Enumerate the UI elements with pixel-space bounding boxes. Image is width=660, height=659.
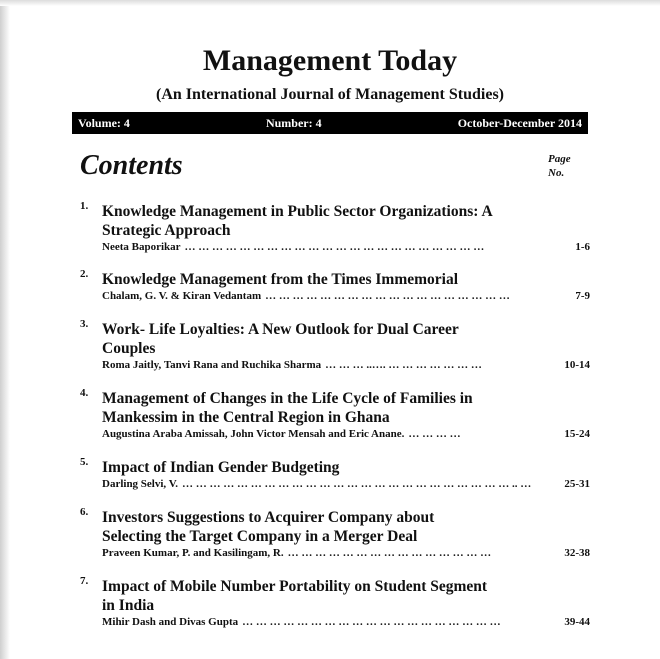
entry-title (102, 270, 590, 289)
entry-number: 2. (80, 268, 89, 280)
entry-authors: Praveen Kumar, P. and Kasilingam, R. (102, 547, 284, 559)
entry-authors-row (102, 616, 590, 628)
entry-authors-row (102, 547, 590, 559)
entry-authors-row (102, 359, 590, 371)
entry-title-line: in India (102, 597, 155, 614)
entry-title-line: Couples (102, 340, 156, 357)
entry-title-line: Work- Life Loyalties: A New Outlook for Dual Career (102, 321, 459, 338)
entry-pages: 10-14 (564, 359, 590, 371)
dot-leader: … … … … … … … … … … … … … … … … … … … … … … (184, 241, 485, 253)
entry-authors-row (102, 241, 590, 253)
entry-number: 5. (80, 456, 89, 468)
dot-leader: … … … … … … … … … … … … … … … … … … (265, 290, 510, 302)
entry-title-line: Management of Changes in the Life Cycle of Families in (102, 390, 473, 407)
entry-title-line: Selecting the Target Company in a Merger Deal (102, 528, 418, 545)
dot-leader: … … … … (408, 428, 461, 440)
issue-info-bar (72, 112, 588, 134)
journal-subtitle: (An International Journal of Management Studies) (155, 86, 504, 103)
entry-number: 1. (80, 200, 89, 212)
entry-title (102, 458, 590, 477)
page-top-shadow (0, 0, 660, 6)
entry-authors: Augustina Araba Amissah, John Victor Mensah and Eric Anane. (102, 428, 405, 440)
entry-title (102, 389, 590, 427)
journal-title: Management Today (202, 44, 458, 77)
entry-title (102, 577, 590, 615)
entry-authors: Roma Jaitly, Tanvi Rana and Ruchika Sharma (102, 359, 322, 371)
entry-number: 4. (80, 387, 89, 399)
entry-title-line: Impact of Mobile Number Portability on Student Segment (102, 578, 488, 595)
period-label: October-December 2014 (457, 115, 582, 130)
entry-authors-row (102, 290, 590, 302)
dot-leader: … … … … … … … … … … … … … … … … … … … … … … … … .. … (182, 478, 532, 490)
page-heading-line2: No. (548, 167, 565, 179)
entry-authors: Darling Selvi, V. (102, 478, 178, 490)
entry-pages: 25-31 (564, 478, 590, 490)
entry-pages: 15-24 (564, 428, 590, 440)
entry-title-line: Strategic Approach (102, 222, 231, 239)
entry-pages: 1-6 (575, 241, 590, 253)
dot-leader: … … … … … … … … … … … … … … … (287, 547, 492, 559)
entry-title-line: Impact of Indian Gender Budgeting (102, 459, 340, 476)
entry-authors: Chalam, G. V. & Kiran Vedantam (102, 290, 262, 302)
entry-title (102, 202, 590, 240)
entry-authors-row (102, 428, 590, 440)
entry-authors: Neeta Baporikar (102, 241, 181, 253)
toc-entry (80, 389, 590, 440)
toc-entry (80, 458, 590, 490)
number-label: Number: 4 (265, 115, 322, 130)
toc-entry (80, 508, 590, 559)
entry-title (102, 320, 590, 358)
page-heading-line1: Page (548, 153, 571, 165)
toc-entry (80, 577, 590, 628)
entry-authors-row (102, 478, 590, 490)
entry-number: 7. (80, 575, 89, 587)
volume-label: Volume: 4 (78, 115, 130, 130)
toc-entry (80, 270, 590, 302)
toc-entry (80, 202, 590, 253)
contents-heading: Contents (80, 150, 183, 181)
entry-title-line: Knowledge Management from the Times Immemorial (102, 271, 459, 288)
entry-pages: 39-44 (564, 616, 590, 628)
page-number-heading (548, 152, 571, 180)
entry-title-line: Investors Suggestions to Acquirer Company about (102, 509, 435, 526)
entry-number: 6. (80, 506, 89, 518)
entry-title-line: Mankessim in the Central Region in Ghana (102, 409, 390, 426)
entry-title-line: Knowledge Management in Public Sector Organizations: A (102, 203, 493, 220)
toc-entry (80, 320, 590, 371)
entry-number: 3. (80, 318, 89, 330)
entry-pages: 32-38 (564, 547, 590, 559)
dot-leader: … … … … … … … … … … … … … … … … … … … (242, 616, 501, 628)
entry-authors: Mihir Dash and Divas Gupta (102, 616, 239, 628)
entry-title (102, 508, 590, 546)
entry-pages: 7-9 (575, 290, 590, 302)
dot-leader: … … … ..…. … … … … … … … (325, 359, 482, 371)
